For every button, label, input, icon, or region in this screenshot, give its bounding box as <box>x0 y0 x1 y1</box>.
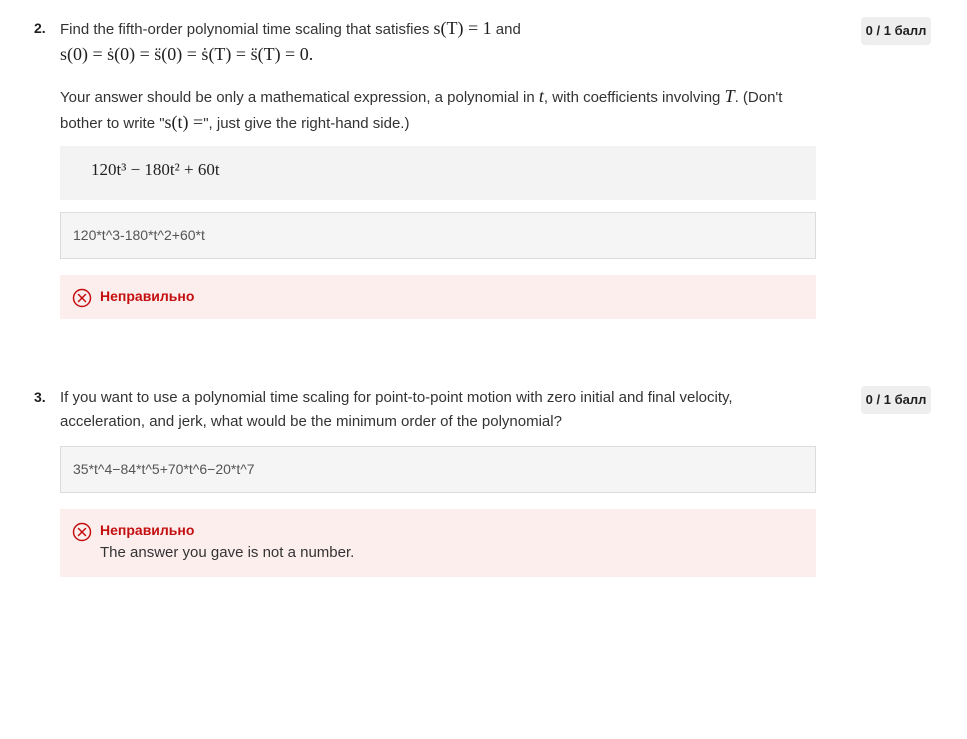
instruction-text: , with coefficients involving <box>543 89 725 106</box>
instruction-text: bother to write " <box>60 115 165 132</box>
instruction-text: . (Don't <box>734 89 783 106</box>
math-s-of-t: s(t) = <box>164 112 204 132</box>
answer-input[interactable] <box>60 212 816 259</box>
instruction-text: ", just give the right-hand side.) <box>203 115 410 132</box>
prompt-and: and <box>491 21 521 38</box>
feedback-title: Неправильно <box>100 288 195 304</box>
score-badge: 0 / 1 балл <box>861 17 931 45</box>
incorrect-x-icon <box>72 288 92 308</box>
math-var-t: t <box>538 86 544 106</box>
incorrect-x-icon <box>72 522 92 542</box>
math-condition: s(T) = 1 <box>433 18 492 38</box>
rendered-expression: 120t³ − 180t² + 60t <box>91 160 220 179</box>
question-number: 2. <box>34 20 46 36</box>
math-boundary-conditions: s(0) = ṡ(0) = s̈(0) = ṡ(T) = s̈(T) = 0. <box>60 44 314 64</box>
prompt-text: Find the fifth-order polynomial time scaling that satisfies <box>60 21 434 38</box>
feedback-message: The answer you gave is not a number. <box>100 544 355 561</box>
answer-value: 35*t^4−84*t^5+70*t^6−20*t^7 <box>73 461 255 477</box>
score-badge: 0 / 1 балл <box>861 386 931 414</box>
feedback-title: Неправильно <box>100 522 195 538</box>
math-var-T: T <box>724 86 735 106</box>
feedback-incorrect <box>60 275 816 319</box>
answer-input[interactable] <box>60 446 816 493</box>
question-prompt: If you want to use a polynomial time scaling for point-to-point motion with zero initial and final velocity, acceleration, and jerk, what would be the minimum order of the polynomial? <box>60 389 733 430</box>
answer-instructions <box>60 84 816 136</box>
question-prompt <box>60 16 816 68</box>
instruction-text: Your answer should be only a mathematical expression, a polynomial in <box>60 89 539 106</box>
math-preview <box>60 146 816 200</box>
question-number: 3. <box>34 389 46 405</box>
feedback-incorrect <box>60 509 816 577</box>
answer-value: 120*t^3-180*t^2+60*t <box>73 227 205 243</box>
